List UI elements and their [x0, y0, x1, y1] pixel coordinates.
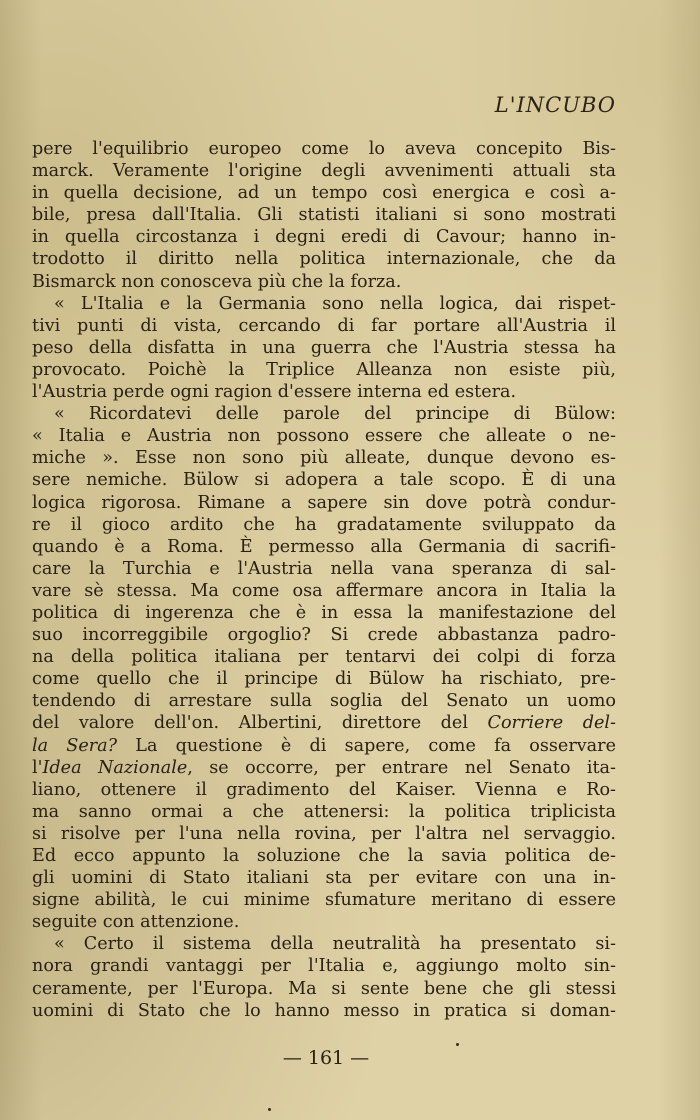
text-line: miche ». Esse non sono più alleate, dunque devono es- — [32, 448, 616, 469]
text-line: « Certo il sistema della neutralità ha presentato si- — [54, 934, 616, 955]
text-line: re il gioco ardito che ha gradatamente sviluppato da — [32, 514, 616, 535]
text-line: marck. Veramente l'origine degli avvenimenti attuali sta — [32, 161, 616, 182]
text-line: l'Idea Nazionale, se occorre, per entrare nel Senato ita- — [32, 757, 616, 778]
running-head: L'INCUBO — [494, 93, 616, 117]
text-line: vare sè stessa. Ma come osa affermare ancora in Italia la — [32, 580, 616, 601]
text-line: ma sanno ormai a che attenersi: la politica triplicista — [32, 801, 616, 822]
text-line: logica rigorosa. Rimane a sapere sin dove potrà condur- — [32, 492, 616, 513]
text-line: nora grandi vantaggi per l'Italia e, aggiungo molto sin- — [32, 956, 616, 977]
text-line: in quella decisione, ad un tempo così energica e così a- — [32, 183, 616, 204]
text-line: quando è a Roma. È permesso alla Germania di sacrifi- — [32, 536, 616, 557]
text-line: na della politica italiana per tentarvi dei colpi di forza — [32, 647, 616, 668]
text-line: si risolve per l'una nella rovina, per l'altra nel servaggio. — [32, 823, 616, 844]
text-line: liano, ottenere il gradimento del Kaiser. Vienna e Ro- — [32, 779, 616, 800]
text-line: ceramente, per l'Europa. Ma si sente bene che gli stessi — [32, 978, 616, 999]
text-line: tendendo di arrestare sulla soglia del Senato un uomo — [32, 691, 616, 712]
text-line: trodotto il diritto nella politica internazionale, che da — [32, 249, 616, 270]
text-line: peso della disfatta in una guerra che l'Austria stessa ha — [32, 337, 616, 358]
page-number: — 161 — — [282, 1047, 370, 1069]
text-line: suo incorreggibile orgoglio? Si crede abbastanza padro- — [32, 625, 616, 646]
print-speck — [456, 1043, 459, 1046]
text-line: pere l'equilibrio europeo come lo aveva concepito Bis- — [32, 139, 616, 159]
text-line: « Ricordatevi delle parole del principe di Bülow: — [54, 404, 616, 425]
text-line: « L'Italia e la Germania sono nella logica, dai rispet- — [54, 293, 616, 314]
text-line: in quella circostanza i degni eredi di Cavour; hanno in- — [32, 227, 616, 248]
text-line: tivi punti di vista, cercando di far portare all'Austria il — [32, 315, 616, 336]
text-line: uomini di Stato che lo hanno messo in pratica si doman- — [32, 1000, 616, 1021]
text-line: signe abilità, le cui minime sfumature meritano di essere — [32, 890, 616, 911]
text-line: care la Turchia e l'Austria nella vana speranza di sal- — [32, 558, 616, 579]
print-speck — [268, 1108, 271, 1111]
text-line: sere nemiche. Bülow si adopera a tale scopo. È di una — [32, 470, 616, 491]
text-line: del valore dell'on. Albertini, direttore del Corriere del- — [32, 713, 616, 734]
text-line: Bismarck non conosceva più che la forza. — [32, 271, 402, 292]
text-line: l'Austria perde ogni ragion d'essere interna ed estera. — [32, 382, 517, 403]
text-line: bile, presa dall'Italia. Gli statisti italiani si sono mostrati — [32, 205, 616, 226]
text-line: seguite con attenzione. — [32, 912, 240, 933]
text-line: politica di ingerenza che è in essa la manifestazione del — [32, 602, 616, 623]
text-line: Ed ecco appunto la soluzione che la savia politica de- — [32, 846, 616, 866]
body-text — [32, 138, 616, 1022]
text-line: gli uomini di Stato italiani sta per evitare con una in- — [32, 868, 616, 889]
text-line: la Sera? La questione è di sapere, come fa osservare — [32, 735, 616, 756]
text-line: provocato. Poichè la Triplice Alleanza non esiste più, — [32, 359, 616, 380]
text-line: « Italia e Austria non possono essere che alleate o ne- — [32, 426, 616, 447]
text-line: come quello che il principe di Bülow ha rischiato, pre- — [32, 669, 616, 690]
